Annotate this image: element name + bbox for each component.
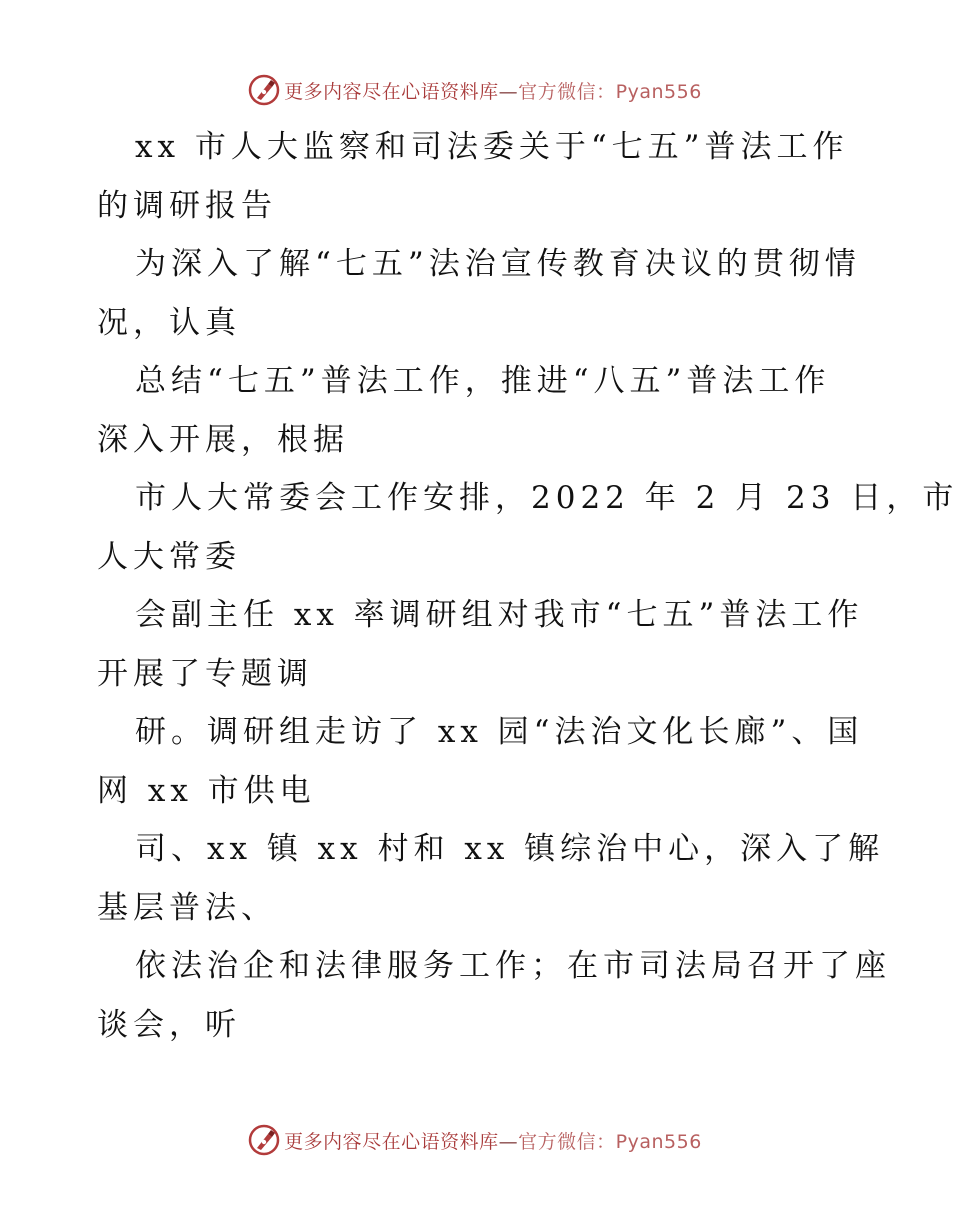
text-line-10: 开展了专题调: [97, 655, 313, 692]
text-line-16: 谈会，听: [97, 1006, 241, 1043]
header-banner-separator: —: [498, 80, 519, 103]
text-line-3: 为深入了解“七五”法治宣传教育决议的贯彻情: [135, 246, 861, 282]
header-banner-wechat: 官方微信：Pyan556: [518, 80, 702, 103]
text-line-11: 研。调研组走访了 xx 园“法治文化长廊”、国: [135, 714, 864, 750]
footer-banner-text: [284, 1127, 702, 1154]
footer-banner-separator: —: [498, 1130, 519, 1153]
footer-banner-wechat: 官方微信：Pyan556: [518, 1130, 702, 1153]
text-line-1: xx 市人大监察和司法委关于“七五”普法工作: [135, 129, 849, 165]
text-line-14: 基层普法、: [97, 889, 277, 926]
pen-nib-logo-icon: [248, 74, 280, 106]
text-line-5: 总结“七五”普法工作，推进“八五”普法工作: [135, 363, 831, 399]
text-line-8: 人大常委: [97, 538, 241, 575]
text-line-4: 况，认真: [97, 304, 241, 341]
header-banner: [0, 70, 950, 110]
text-line-9: 会副主任 xx 率调研组对我市“七五”普法工作: [135, 597, 864, 633]
header-banner-title: 更多内容尽在心语资料库: [284, 80, 499, 103]
footer-banner-title: 更多内容尽在心语资料库: [284, 1130, 499, 1153]
text-line-12: 网 xx 市供电: [97, 772, 316, 809]
document-body: [97, 118, 958, 1054]
footer-banner: [0, 1120, 950, 1160]
text-line-7: 市人大常委会工作安排，2022 年 2 月 23 日，市: [135, 480, 958, 516]
text-line-13: 司、xx 镇 xx 村和 xx 镇综治中心，深入了解: [135, 831, 885, 867]
text-line-6: 深入开展，根据: [97, 421, 349, 458]
pen-nib-logo-icon: [248, 1124, 280, 1156]
header-banner-text: [284, 77, 702, 104]
text-line-15: 依法治企和法律服务工作；在市司法局召开了座: [135, 948, 891, 984]
text-line-2: 的调研报告: [97, 187, 277, 224]
